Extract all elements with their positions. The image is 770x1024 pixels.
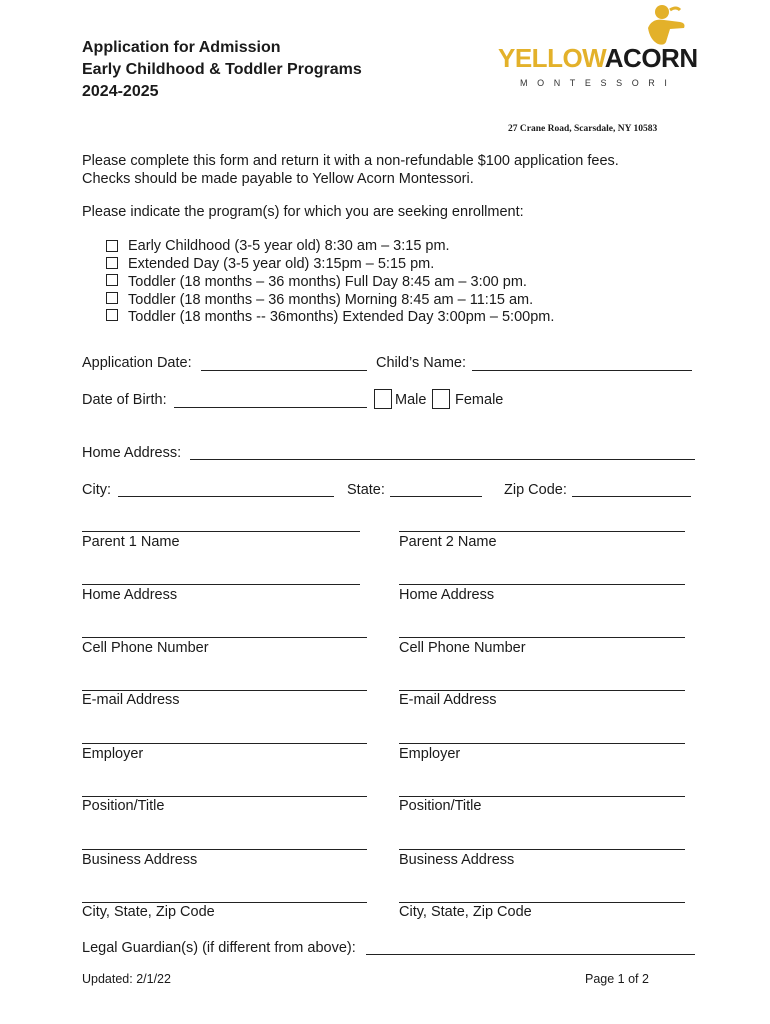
parent1-business-address-field[interactable] xyxy=(82,849,367,850)
parent2-home-address-label: Home Address xyxy=(399,587,495,603)
state-field[interactable] xyxy=(390,496,482,497)
program-label-4: Toddler (18 months – 36 months) Morning 8:45 am – 11:15 am. xyxy=(128,292,534,308)
zip-field[interactable] xyxy=(572,496,691,497)
footer-page-number: Page 1 of 2 xyxy=(585,972,649,986)
program-label-2: Extended Day (3-5 year old) 3:15pm – 5:15 pm. xyxy=(128,256,435,272)
parent2-city-state-zip-label: City, State, Zip Code xyxy=(399,904,532,920)
application-date-field[interactable] xyxy=(201,370,367,371)
parent2-employer-label: Employer xyxy=(399,746,461,762)
parent1-employer-label: Employer xyxy=(82,746,144,762)
parent1-name-label: Parent 1 Name xyxy=(82,534,180,550)
program-checkbox-3[interactable] xyxy=(106,274,118,286)
parent2-employer-field[interactable] xyxy=(399,743,685,744)
parent1-position-label: Position/Title xyxy=(82,798,165,814)
parent2-position-label: Position/Title xyxy=(399,798,482,814)
date-of-birth-field[interactable] xyxy=(174,407,367,408)
parent2-name-label: Parent 2 Name xyxy=(399,534,497,550)
male-checkbox[interactable] xyxy=(374,389,392,409)
parent1-business-address-label: Business Address xyxy=(82,852,198,868)
footer-updated: Updated: 2/1/22 xyxy=(82,972,171,986)
form-year: 2024-2025 xyxy=(82,83,159,100)
program-checkbox-5[interactable] xyxy=(106,309,118,321)
program-checkbox-1[interactable] xyxy=(106,240,118,252)
parent2-cell-phone-label: Cell Phone Number xyxy=(399,640,526,656)
logo-subtitle: MONTESSORI xyxy=(520,78,677,88)
parent1-name-field[interactable] xyxy=(82,531,360,532)
parent1-city-state-zip-label: City, State, Zip Code xyxy=(82,904,215,920)
program-checkbox-2[interactable] xyxy=(106,257,118,269)
program-prompt: Please indicate the program(s) for which you are seeking enrollment: xyxy=(82,204,524,220)
parent1-home-address-label: Home Address xyxy=(82,587,178,603)
program-label-3: Toddler (18 months – 36 months) Full Day 8:45 am – 3:00 pm. xyxy=(128,274,527,290)
intro-line-1: Please complete this form and return it with a non-refundable $100 application fees. xyxy=(82,153,619,169)
logo-dark-text: ACORN xyxy=(604,43,698,73)
parent2-business-address-label: Business Address xyxy=(399,852,515,868)
school-address: 27 Crane Road, Scarsdale, NY 10583 xyxy=(508,124,658,134)
acorn-child-logo-icon xyxy=(640,2,692,48)
parent1-home-address-field[interactable] xyxy=(82,584,360,585)
intro-line-2: Checks should be made payable to Yellow Acorn Montessori. xyxy=(82,171,474,187)
parent2-business-address-field[interactable] xyxy=(399,849,685,850)
male-label: Male xyxy=(395,392,427,408)
parent2-email-label: E-mail Address xyxy=(399,692,497,708)
program-checkbox-4[interactable] xyxy=(106,292,118,304)
parent1-email-label: E-mail Address xyxy=(82,692,180,708)
parent1-cell-phone-label: Cell Phone Number xyxy=(82,640,209,656)
program-label-1: Early Childhood (3-5 year old) 8:30 am – 3:15 pm. xyxy=(128,238,450,254)
female-checkbox[interactable] xyxy=(432,389,450,409)
parent2-name-field[interactable] xyxy=(399,531,685,532)
home-address-field[interactable] xyxy=(190,459,695,460)
female-label: Female xyxy=(455,392,504,408)
form-subtitle: Early Childhood & Toddler Programs xyxy=(82,61,362,78)
parent1-cell-phone-field[interactable] xyxy=(82,637,367,638)
program-label-5: Toddler (18 months -- 36months) Extended Day 3:00pm – 5:00pm. xyxy=(128,309,555,325)
parent1-employer-field[interactable] xyxy=(82,743,367,744)
parent2-home-address-field[interactable] xyxy=(399,584,685,585)
logo-wordmark xyxy=(498,44,698,72)
childs-name-label: Child’s Name: xyxy=(376,355,466,371)
zip-label: Zip Code: xyxy=(504,482,567,498)
parent2-cell-phone-field[interactable] xyxy=(399,637,685,638)
city-field[interactable] xyxy=(118,496,334,497)
home-address-label: Home Address: xyxy=(82,445,182,461)
form-title: Application for Admission xyxy=(82,39,281,56)
legal-guardian-label: Legal Guardian(s) (if different from above): xyxy=(82,940,356,956)
state-label: State: xyxy=(347,482,385,498)
application-date-label: Application Date: xyxy=(82,355,192,371)
date-of-birth-label: Date of Birth: xyxy=(82,392,167,408)
childs-name-field[interactable] xyxy=(472,370,692,371)
logo-yellow-text: YELLOW xyxy=(498,43,605,73)
legal-guardian-field[interactable] xyxy=(366,954,695,955)
city-label: City: xyxy=(82,482,111,498)
